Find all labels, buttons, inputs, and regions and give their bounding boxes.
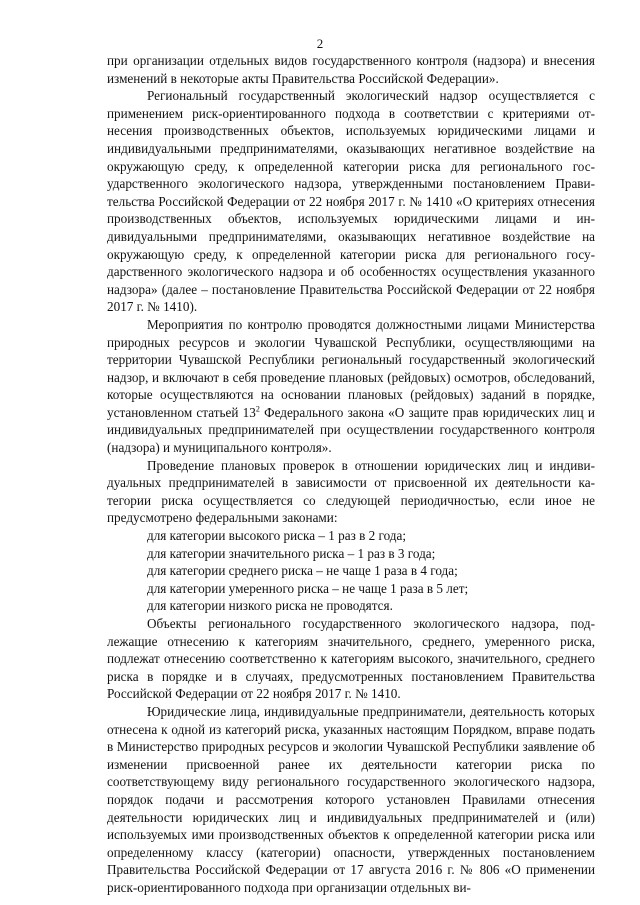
paragraph-continuation: при организации отдельных видов государственного контроля (надзора) и внесения изменений в некоторые акты Правительства Российской Федерации».	[107, 53, 595, 86]
document-body	[107, 52, 595, 897]
page-number: 2	[316, 36, 324, 51]
list-item: для категории низкого риска не проводятся.	[147, 598, 393, 614]
paragraph-inspection-periodicity: Проведение плановых проверок в отношении юридических лиц и индивидуальных предпринимателей в зависимости от присвоенной их деятельности категории риска осуществляется со следующей периодичностью, если иное не предусмотрено федеральными законами:	[107, 457, 595, 526]
list-item: для категории среднего риска – не чаще 1 раза в 4 года;	[147, 563, 458, 579]
list-item: для категории значительного риска – 1 раз в 3 года;	[147, 545, 436, 561]
paragraph-change-request: Юридические лица, индивидуальные предприниматели, деятельность которых отнесена к одной из категорий риска, указанных настоящим Порядком, вправе подать в Министерство природных ресурсов и экологии Чувашской Республики заявление об изменении присвоенной ранее их деятельности категории риска по соответствующему виду регионального государственного экологического надзора, порядок подачи и рассмотрения которого установлен Правилами отнесения деятельности юридических лиц и индивидуальных предпринимателей и (или) используемых ими производственных объектов к определенной категории риска или определенному классу (категории) опасности, утвержденных постановлением Правительства Российской Федерации от 17 августа 2016 г. № 806 «О применении риск-ориентированного подхода при организации отдельных ви-	[107, 703, 595, 895]
list-item: для категории умеренного риска – не чаще 1 раза в 5 лет;	[147, 580, 469, 596]
paragraph-control-measures-text-end: Федерального закона «О защите прав юридических лиц и индивидуальных предпринимателей при осуществлении государственного контроля (надзора) и муниципального контроля».	[107, 404, 595, 456]
paragraph-control-measures	[107, 316, 595, 457]
article-superscript: 2	[255, 404, 260, 414]
paragraph-risk-categories: Объекты регионального государственного экологического надзора, подлежащие отнесению к категориям значительного, среднего, умеренного риска, подлежат отнесению соответственно к категориям высокого, значительного, среднего риска в порядке и в случаях, предусмотренных постановлением Правительства Российской Федерации от 22 ноября 2017 г. № 1410.	[107, 616, 595, 702]
paragraph-control-measures-text: Мероприятия по контролю проводятся должностными лицами Министерства природных ресурсов и экологии Чувашской Республики, осуществляющими на территории Чувашской Республики региональный государственный экологический надзор, и включают в себя проведение плановых (рейдовых) осмотров, обследований, которые осуществляются на основании плановых (рейдовых) заданий в порядке, установленном статьей 13	[107, 316, 595, 420]
list-item: для категории высокого риска – 1 раз в 2 года;	[147, 528, 407, 544]
paragraph-risk-approach: Региональный государственный экологический надзор осуществляется с применением риск-ориентированного подхода в соответствии с критериями отнесения производственных объектов, используемых юридическими лицами и индивидуальными предпринимателями, оказывающих негативное воздействие на окружающую среду, к определенной категории риска для регионального государственного экологического надзора, утвержденными постановлением Правительства Российской Федерации от 22 ноября 2017 г. № 1410 «О критериях отнесения производственных объектов, используемых юридическими лицами и индивидуальными предпринимателями, оказывающих негативное воздействие на окружающую среду, к определенной категории риска для регионального государственного экологического надзора и об особенностях осуществления указанного надзора» (далее – постановление Правительства Российской Федерации от 22 ноября 2017 г. № 1410).	[107, 88, 595, 315]
